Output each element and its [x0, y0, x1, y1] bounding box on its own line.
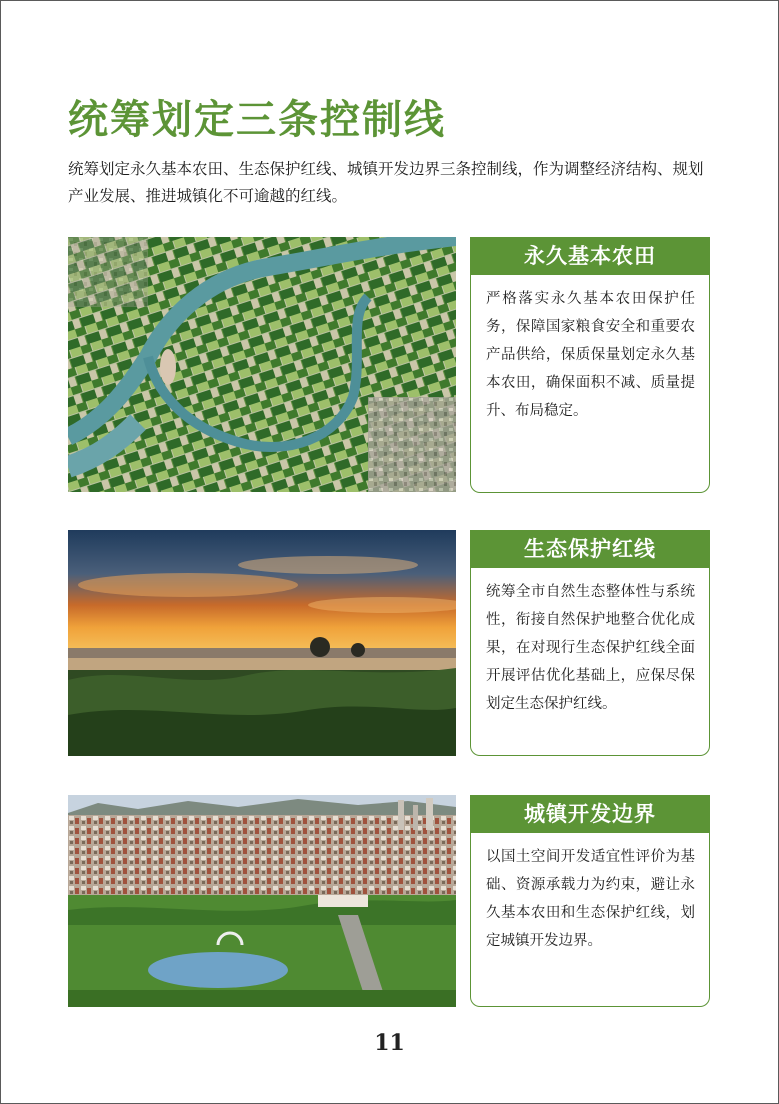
farmland-card-body: 严格落实永久基本农田保护任务，保障国家粮食安全和重要农产品供给，保质保量划定永久基本农田，确保面积不减、质量提升、布局稳定。 — [470, 275, 710, 493]
farmland-card — [470, 237, 710, 493]
urban-city-photo — [68, 795, 456, 1007]
ecology-card-body: 统筹全市自然生态整体性与系统性，衔接自然保护地整合优化成果，在对现行生态保护红线全面开展评估优化基础上，应保尽保划定生态保护红线。 — [470, 568, 710, 756]
urban-card — [470, 795, 710, 1007]
ecology-card — [470, 530, 710, 756]
farmland-aerial-photo — [68, 237, 456, 492]
intro-paragraph: 统筹划定永久基本农田、生态保护红线、城镇开发边界三条控制线，作为调整经济结构、规划产业发展、推进城镇化不可逾越的红线。 — [68, 160, 704, 205]
ecology-card-heading: 生态保护红线 — [470, 530, 710, 568]
page-title: 统筹划定三条控制线 — [68, 96, 446, 143]
farmland-card-heading: 永久基本农田 — [470, 237, 710, 275]
urban-card-body: 以国土空间开发适宜性评价为基础、资源承载力为约束，避让永久基本农田和生态保护红线，划定城镇开发边界。 — [470, 833, 710, 1007]
ecology-sunset-photo — [68, 530, 456, 756]
urban-card-heading: 城镇开发边界 — [470, 795, 710, 833]
page-number: 11 — [374, 1030, 405, 1056]
